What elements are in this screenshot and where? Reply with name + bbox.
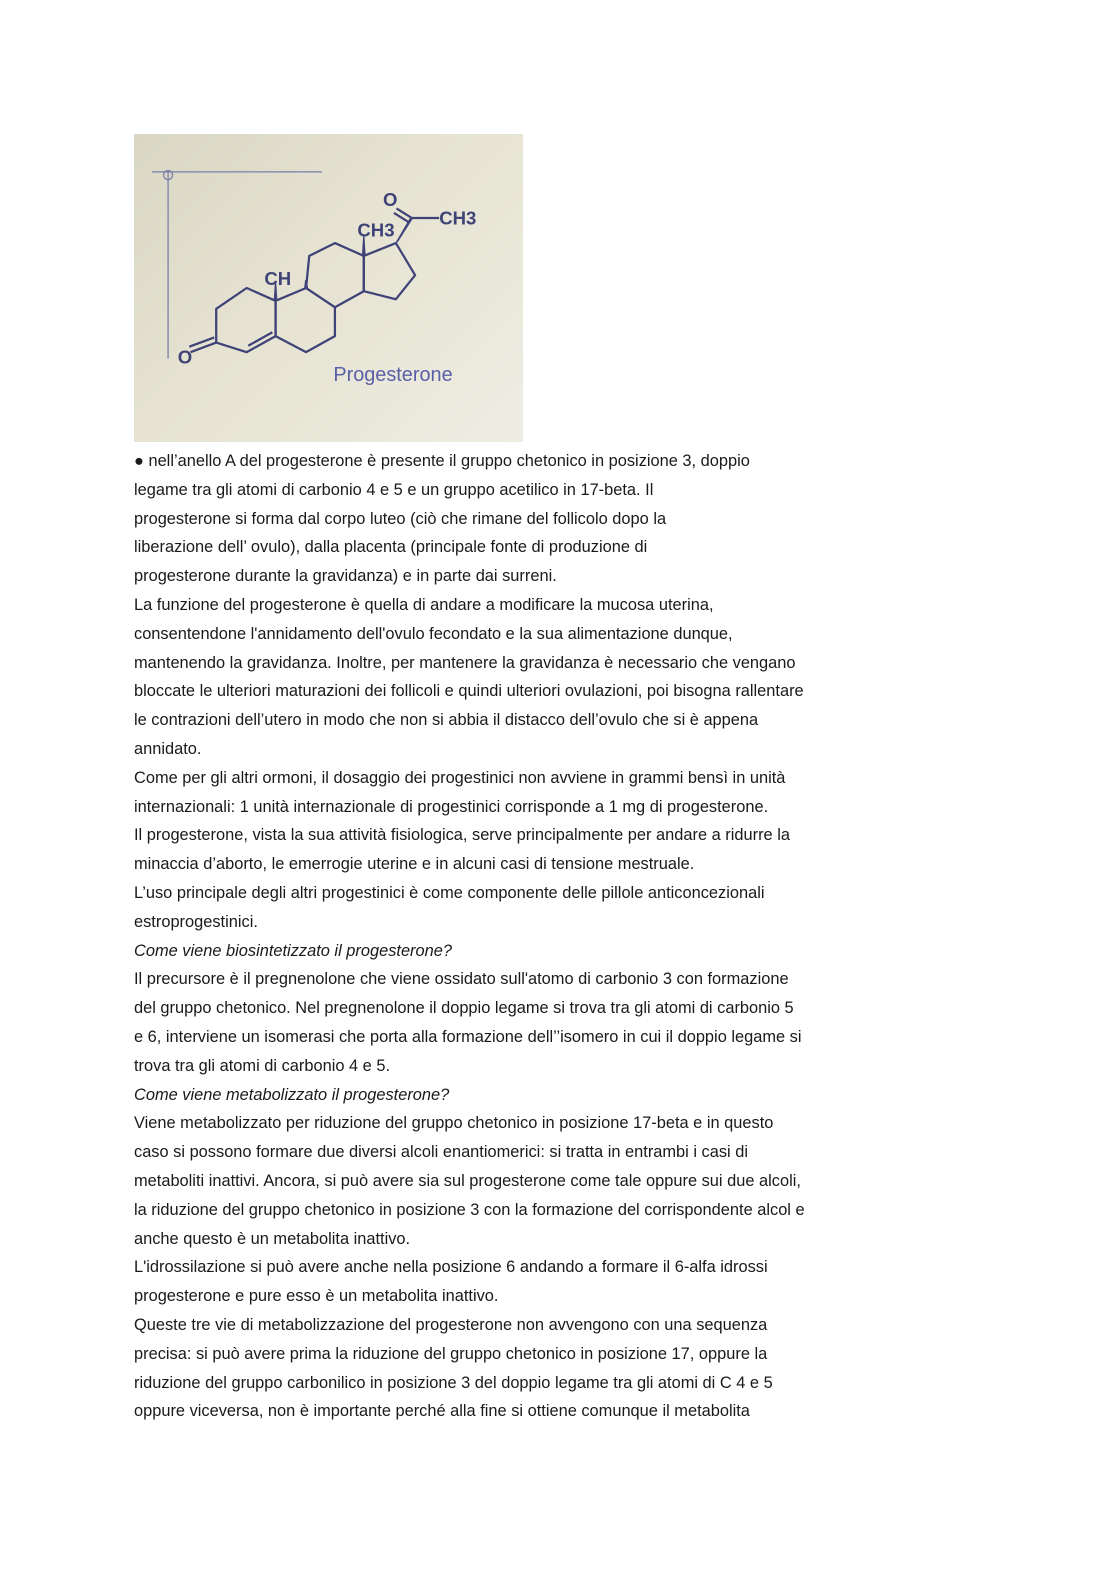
paragraph-line: la riduzione del gruppo chetonico in posizione 3 con la formazione del corrispondente alcol e — [134, 1200, 805, 1219]
molecule-bonds — [189, 208, 439, 352]
paragraph-line: Il progesterone, vista la sua attività fisiologica, serve principalmente per andare a ridurre la — [134, 826, 790, 845]
figure-caption: Progesterone — [333, 364, 453, 387]
section-question: Come viene metabolizzato il progesterone? — [134, 1085, 450, 1104]
section-question: Come viene biosintetizzato il progesterone? — [134, 941, 452, 960]
paragraph-line: progesterone si forma dal corpo luteo (ciò che rimane del follicolo dopo la — [134, 509, 667, 528]
paragraph-line: internazionali: 1 unità internazionale di progestinici corrisponde a 1 mg di progesterone. — [134, 797, 769, 816]
paragraph-line: liberazione dell’ ovulo), dalla placenta (principale fonte di produzione di — [134, 538, 648, 557]
progesterone-structure-image — [134, 134, 523, 442]
paragraph-line: progesterone e pure esso è un metabolita inattivo. — [134, 1287, 499, 1306]
paragraph-line: del gruppo chetonico. Nel pregnenolone il doppio legame si trova tra gli atomi di carbonio 5 — [134, 999, 794, 1018]
paragraph-line: metaboliti inattivi. Ancora, si può avere sia sul progesterone come tale oppure sui due alcoli, — [134, 1171, 801, 1190]
paragraph-line: e 6, interviene un isomerasi che porta alla formazione dell’’isomero in cui il doppio legame si — [134, 1027, 802, 1046]
paragraph-line: La funzione del progesterone è quella di andare a modificare la mucosa uterina, — [134, 595, 714, 614]
acetyl-methyl-label: CH3 — [439, 207, 477, 229]
paragraph-line: Viene metabolizzato per riduzione del gruppo chetonico in posizione 17-beta e in questo — [134, 1114, 774, 1133]
paragraph-line: Queste tre vie di metabolizzazione del progesterone non avvengono con una sequenza — [134, 1315, 768, 1334]
paragraph-line: legame tra gli atomi di carbonio 4 e 5 e un gruppo acetilico in 17-beta. Il — [134, 480, 654, 499]
paragraph-line: bloccate le ulteriori maturazioni dei follicoli e quindi ulteriori ovulazioni, poi bisogna rallentare — [134, 682, 804, 701]
paragraph-line: estroprogestinici. — [134, 912, 258, 931]
ketone-oxygen-label: O — [177, 346, 193, 368]
paragraph-line: le contrazioni dell’utero in modo che non si abbia il distacco dell’ovulo che si è appena — [134, 711, 759, 730]
paragraph-line: anche questo è un metabolita inattivo. — [134, 1229, 411, 1248]
paragraph-line: consentendone l'annidamento dell'ovulo fecondato e la sua alimentazione dunque, — [134, 624, 733, 643]
paragraph-line: trova tra gli atomi di carbonio 4 e 5. — [134, 1056, 391, 1075]
progesterone-molecule-diagram — [134, 134, 523, 442]
paragraph-line: riduzione del gruppo carbonilico in posizione 3 del doppio legame tra gli atomi di C 4 e 5 — [134, 1373, 773, 1392]
paragraph-line: oppure viceversa, non è importante perché alla fine si ottiene comunque il metabolita — [134, 1402, 750, 1421]
paragraph-line: minaccia d’aborto, le emerrogie uterine e in alcuni casi di tensione mestruale. — [134, 855, 695, 874]
paragraph-line: caso si possono formare due diversi alcoli enantiomerici: si tratta in entrambi i casi di — [134, 1143, 749, 1162]
paragraph-line: progesterone durante la gravidanza) e in parte dai surreni. — [134, 567, 557, 586]
paragraph-line: L'idrossilazione si può avere anche nella posizione 6 andando a formare il 6-alfa idrossi — [134, 1258, 768, 1277]
paragraph-line: Il precursore è il pregnenolone che viene ossidato sull'atomo di carbonio 3 con formazione — [134, 970, 789, 989]
paragraph-line: annidato. — [134, 739, 202, 758]
crosshair-marks — [152, 171, 322, 359]
paragraph-line: precisa: si può avere prima la riduzione del gruppo chetonico in posizione 17, oppure la — [134, 1344, 768, 1363]
c10-methyl-label: CH — [264, 267, 292, 289]
paragraph-line: L’uso principale degli altri progestinici è come componente delle pillole anticoncezionali — [134, 883, 765, 902]
paragraph-line: ● nell’anello A del progesterone è presente il gruppo chetonico in posizione 3, doppio — [134, 452, 750, 470]
paragraph-line: mantenendo la gravidanza. Inoltre, per mantenere la gravidanza è necessario che vengano — [134, 653, 796, 672]
paragraph-line: Come per gli altri ormoni, il dosaggio dei progestinici non avviene in grammi bensì in unità — [134, 768, 786, 787]
c13-methyl-label: CH3 — [357, 219, 395, 241]
acetyl-oxygen-label: O — [383, 189, 398, 211]
document-body — [134, 447, 805, 1426]
